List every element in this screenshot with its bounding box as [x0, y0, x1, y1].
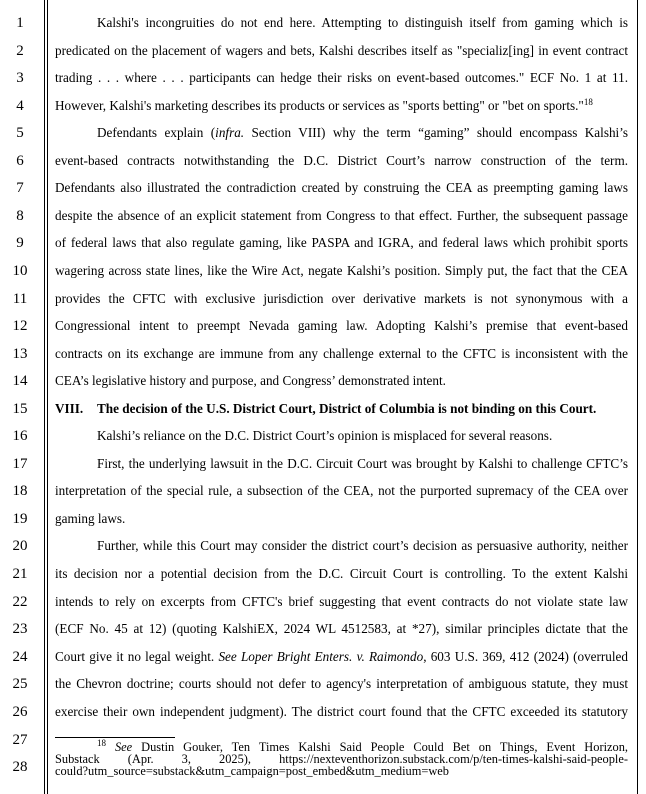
- text-line-start: Defendants explain (: [97, 125, 216, 140]
- left-margin-rule: [44, 0, 45, 794]
- line-number: 26: [12, 704, 28, 720]
- footnote-separator: [55, 737, 175, 738]
- text-line: event-based contracts notwithstanding the D.C. District Court’s narrow construction of the term.: [55, 153, 628, 168]
- text-line: Further, while this Court may consider the district court’s decision as persuasive authority, neither: [97, 538, 628, 553]
- line-number: 27: [12, 732, 28, 748]
- text-line: provides the CFTC with exclusive jurisdiction over derivative markets is not synonymous with a: [55, 291, 628, 306]
- footnote-ref: 18: [583, 97, 593, 107]
- text-line: the Chevron doctrine; courts should not defer to agency's interpretation of ambiguous statute, they must: [55, 676, 628, 691]
- line-number: 17: [12, 456, 28, 472]
- text-line: (ECF No. 45 at 12) (quoting KalshiEX, 2024 WL 4512583, at *27), similar principles dictate that the: [55, 621, 628, 636]
- line-number: 24: [12, 649, 28, 665]
- line-number: 7: [16, 180, 24, 196]
- text-line: [55, 124, 628, 141]
- text-line: intends to rely on excerpts from CFTC's brief suggesting that event contracts do not violate state law: [55, 594, 628, 609]
- line-number: 10: [12, 263, 28, 279]
- line-number: 16: [12, 428, 28, 444]
- text-line: trading . . . where . . . participants can hedge their risks on event-based outcomes." ECF No. 1 at 11.: [55, 70, 628, 85]
- line-number: 20: [12, 538, 28, 554]
- text-line: its decision nor a potential decision from the D.C. Circuit Court is controlling. To the extent Kalshi: [55, 566, 628, 581]
- text-line: interpretation of the special rule, a subsection of the CEA, not the purported supremacy of the CEA over: [55, 483, 628, 498]
- line-number: 6: [16, 153, 24, 169]
- line-number: 12: [12, 318, 28, 334]
- text-line: CEA’s legislative history and purpose, and Congress’ demonstrated intent.: [55, 373, 446, 388]
- text-line: Congressional intent to preempt Nevada gaming law. Adopting Kalshi’s premise that event-based: [55, 318, 628, 333]
- line-number: 3: [16, 70, 24, 86]
- text-line: Defendants also illustrated the contradiction created by construing the CEA as preempting gaming laws: [55, 180, 628, 195]
- text-line: wagering across state lines, like the Wire Act, negate Kalshi’s position. Simply put, the fact that the CEA: [55, 263, 628, 278]
- text-line: exercise their own independent judgment). The district court found that the CFTC exceeded its statutory: [55, 704, 628, 719]
- line-number: 4: [16, 98, 24, 114]
- footnote-url: could?utm_source=substack&utm_campaign=post_embed&utm_medium=web: [55, 764, 449, 778]
- line-number: 2: [16, 43, 24, 59]
- text-line: Kalshi's incongruities do not end here. Attempting to distinguish itself from gaming which is: [97, 15, 628, 30]
- line-number: 15: [12, 401, 28, 417]
- section-number: VIII.: [55, 401, 84, 416]
- line-number: 1: [16, 15, 24, 31]
- line-number: 8: [16, 208, 24, 224]
- line-number: 22: [12, 594, 28, 610]
- line-number: 28: [12, 759, 28, 775]
- footnote-number: 18: [97, 738, 106, 748]
- text-line: gaming laws.: [55, 511, 126, 526]
- text-line: of federal laws that also regulate gaming, like PASPA and IGRA, and federal laws which prohibit sports: [55, 235, 628, 250]
- text-line: contracts on its exchange are immune from any challenge external to the CFTC is inconsistent with the: [55, 346, 628, 361]
- line-number: 18: [12, 483, 28, 499]
- text-line-rest: , 603 U.S. 369, 412 (2024) (overruled: [423, 649, 628, 664]
- line-number: 23: [12, 621, 28, 637]
- line-number: 21: [12, 566, 28, 582]
- footnote-line: Substack (Apr. 3, 2025), https://nexteventhorizon.substack.com/p/ten-times-kalshi-said-people-: [55, 752, 628, 766]
- text-line: First, the underlying lawsuit in the D.C. Circuit Court was brought by Kalshi to challenge CFTC’s: [97, 456, 628, 471]
- text-line: despite the absence of an explicit statement from Congress to that effect. Further, the subsequent passage: [55, 208, 628, 223]
- right-margin-rule: [637, 0, 638, 794]
- footnote-signal: See: [114, 740, 133, 754]
- left-margin-rule-inner: [47, 0, 48, 794]
- text-line: [55, 648, 628, 665]
- text-line: Kalshi’s reliance on the D.C. District Court’s opinion is misplaced for several reasons.: [97, 428, 553, 443]
- italic-citation: infra.: [215, 125, 245, 140]
- footnote-text: Dustin Gouker, Ten Times Kalshi Said People Could Bet on Things, Event Horizon,: [132, 740, 628, 754]
- text-line: predicated on the placement of wagers and bets, Kalshi describes itself as "specializ[ing] in event contract: [55, 43, 628, 58]
- line-number: 13: [12, 346, 28, 362]
- text-line-start: Court give it no legal weight.: [55, 649, 219, 664]
- text-line-content: However, Kalshi's marketing describes its products or services as "sports betting" or "bet on sports.": [55, 98, 584, 113]
- section-heading: [55, 400, 628, 417]
- text-line-rest: Section VIII) why the term “gaming” should encompass Kalshi’s: [244, 125, 628, 140]
- line-number: 5: [16, 125, 24, 141]
- line-number: 19: [12, 511, 28, 527]
- line-number: 9: [16, 235, 24, 251]
- line-number: 11: [12, 291, 28, 307]
- section-title: The decision of the U.S. District Court, District of Columbia is not binding on this Court.: [97, 401, 597, 416]
- text-line: [55, 97, 628, 114]
- italic-citation: See Loper Bright Enters. v. Raimondo: [218, 649, 424, 664]
- line-number: 25: [12, 676, 28, 692]
- line-number: 14: [12, 373, 28, 389]
